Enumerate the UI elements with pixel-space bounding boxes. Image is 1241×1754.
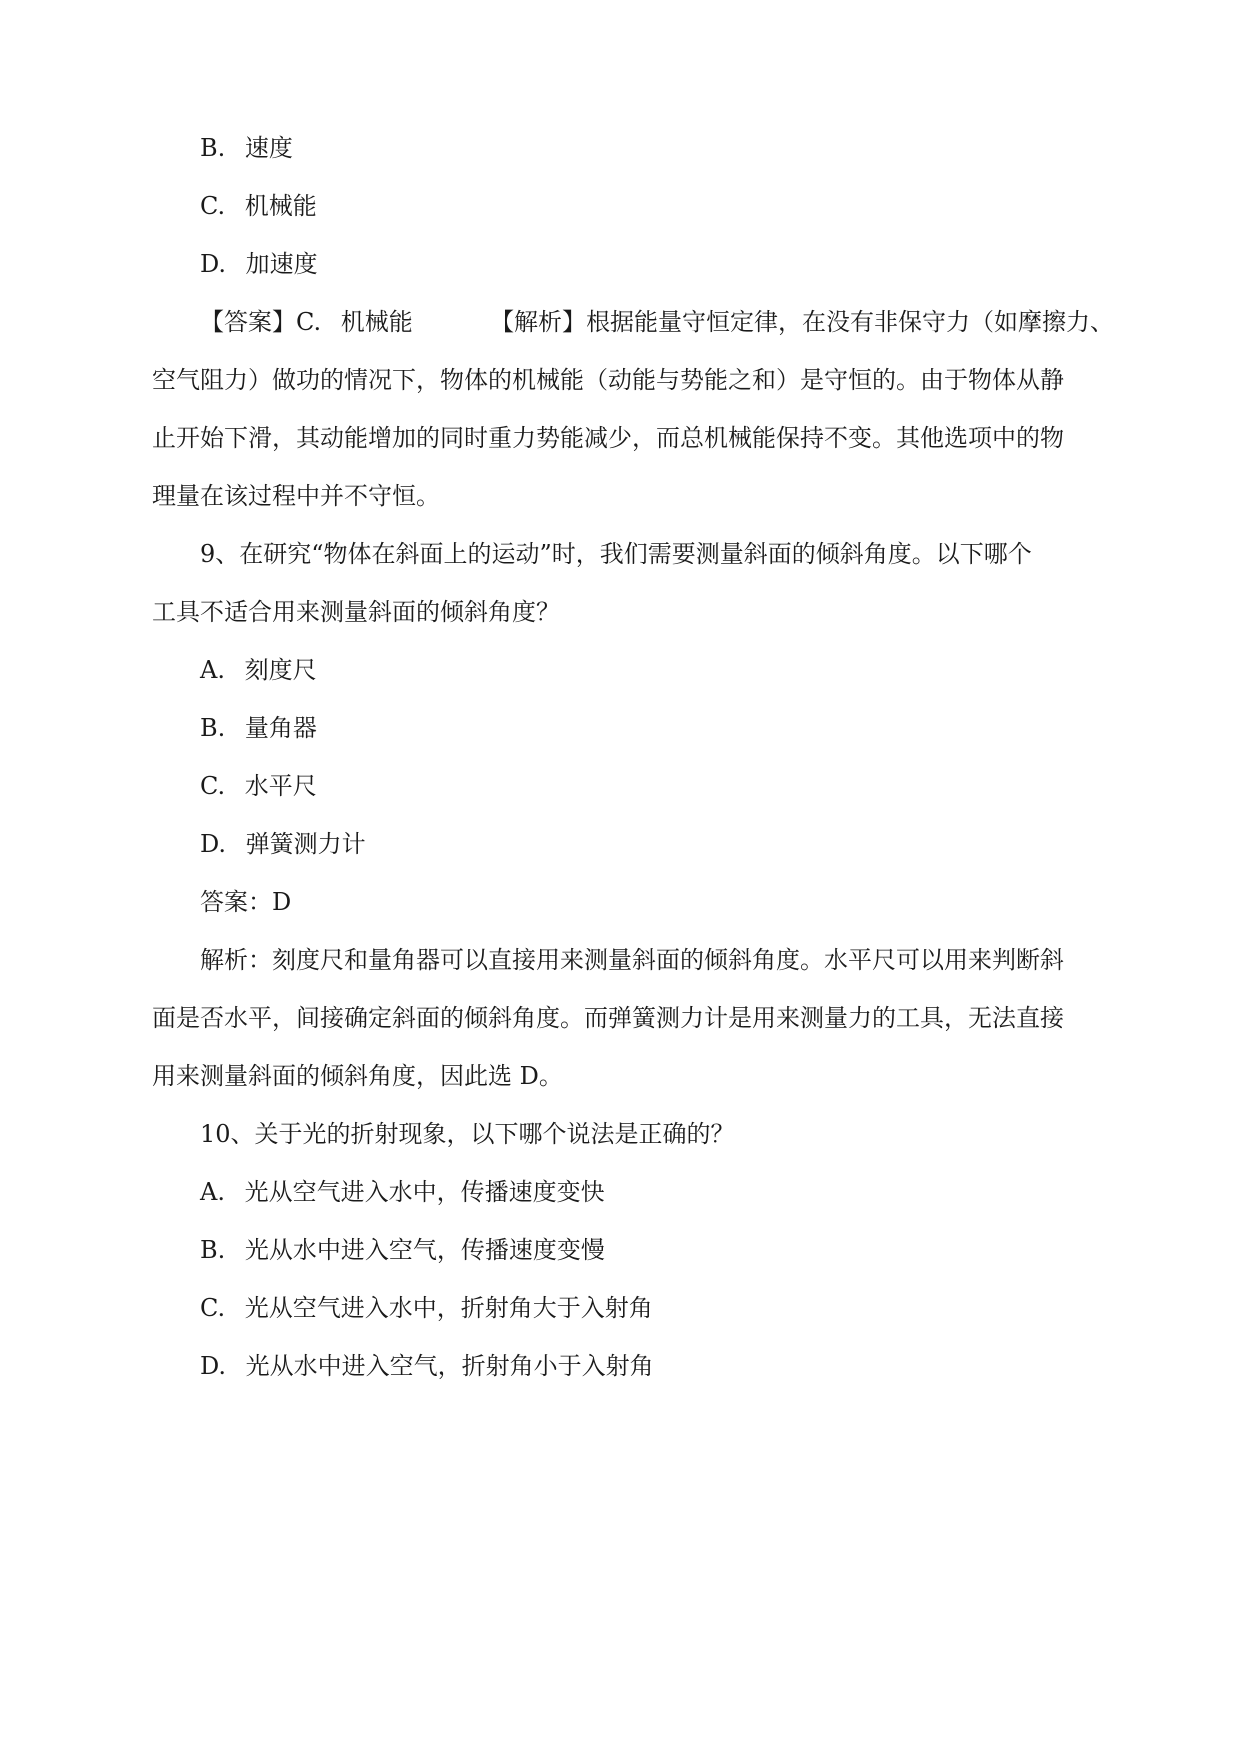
q9-stem-line: 工具不适合用来测量斜面的倾斜角度？ bbox=[152, 598, 560, 626]
q8-answer-line bbox=[200, 306, 1241, 338]
q9-option-c bbox=[200, 770, 1241, 802]
option-label: B. bbox=[200, 134, 226, 162]
option-label: B. bbox=[200, 1236, 226, 1264]
option-text: 量角器 bbox=[244, 714, 317, 742]
option-label: D. bbox=[200, 1352, 227, 1380]
q9-option-b bbox=[200, 712, 1241, 744]
q9-option-a bbox=[200, 654, 1241, 686]
option-text: 光从水中进入空气，折射角小于入射角 bbox=[245, 1352, 654, 1380]
option-text: 弹簧测力计 bbox=[245, 830, 366, 858]
option-text: 光从水中进入空气，传播速度变慢 bbox=[244, 1236, 605, 1264]
option-label: A. bbox=[200, 656, 225, 684]
option-text: 加速度 bbox=[245, 250, 318, 278]
q9-option-d bbox=[200, 828, 1241, 860]
explain-line: 根据能量守恒定律，在没有非保守力（如摩擦力、 bbox=[586, 308, 1115, 336]
option-text: 机械能 bbox=[244, 192, 317, 220]
answer-text: 机械能 bbox=[340, 308, 413, 336]
explain-line: 理量在该过程中并不守恒。 bbox=[152, 482, 440, 510]
option-b bbox=[200, 132, 1241, 164]
q9-answer: 答案：D bbox=[200, 888, 292, 916]
explain-line: 止开始下滑，其动能增加的同时重力势能减少，而总机械能保持不变。其他选项中的物 bbox=[152, 424, 1064, 452]
answer-tag: 【答案】C. bbox=[200, 308, 322, 336]
q9-explain-line: 用来测量斜面的倾斜角度，因此选 D。 bbox=[152, 1062, 563, 1090]
option-text: 光从空气进入水中，传播速度变快 bbox=[244, 1178, 605, 1206]
option-text: 刻度尺 bbox=[244, 656, 317, 684]
option-label: A. bbox=[200, 1178, 225, 1206]
option-label: C. bbox=[200, 192, 226, 220]
explain-line: 空气阻力）做功的情况下，物体的机械能（动能与势能之和）是守恒的。由于物体从静 bbox=[152, 366, 1064, 394]
q10-stem: 10、关于光的折射现象，以下哪个说法是正确的？ bbox=[200, 1120, 735, 1148]
option-label: C. bbox=[200, 1294, 226, 1322]
option-text: 光从空气进入水中，折射角大于入射角 bbox=[244, 1294, 653, 1322]
option-label: D. bbox=[200, 250, 227, 278]
option-label: C. bbox=[200, 772, 226, 800]
q10-option-d bbox=[200, 1350, 1241, 1382]
option-text: 水平尺 bbox=[244, 772, 317, 800]
q9-stem-line: 9、在研究“物体在斜面上的运动”时，我们需要测量斜面的倾斜角度。以下哪个 bbox=[200, 540, 1032, 568]
q9-explain-line: 面是否水平，间接确定斜面的倾斜角度。而弹簧测力计是用来测量力的工具，无法直接 bbox=[152, 1004, 1064, 1032]
q10-option-c bbox=[200, 1292, 1241, 1324]
option-label: D. bbox=[200, 830, 227, 858]
option-text: 速度 bbox=[244, 134, 293, 162]
q9-explain-line: 解析：刻度尺和量角器可以直接用来测量斜面的倾斜角度。水平尺可以用来判断斜 bbox=[200, 946, 1064, 974]
explain-tag: 【解析】 bbox=[490, 308, 587, 336]
option-d bbox=[200, 248, 1241, 280]
option-label: B. bbox=[200, 714, 226, 742]
option-c bbox=[200, 190, 1241, 222]
q10-option-a bbox=[200, 1176, 1241, 1208]
q10-option-b bbox=[200, 1234, 1241, 1266]
